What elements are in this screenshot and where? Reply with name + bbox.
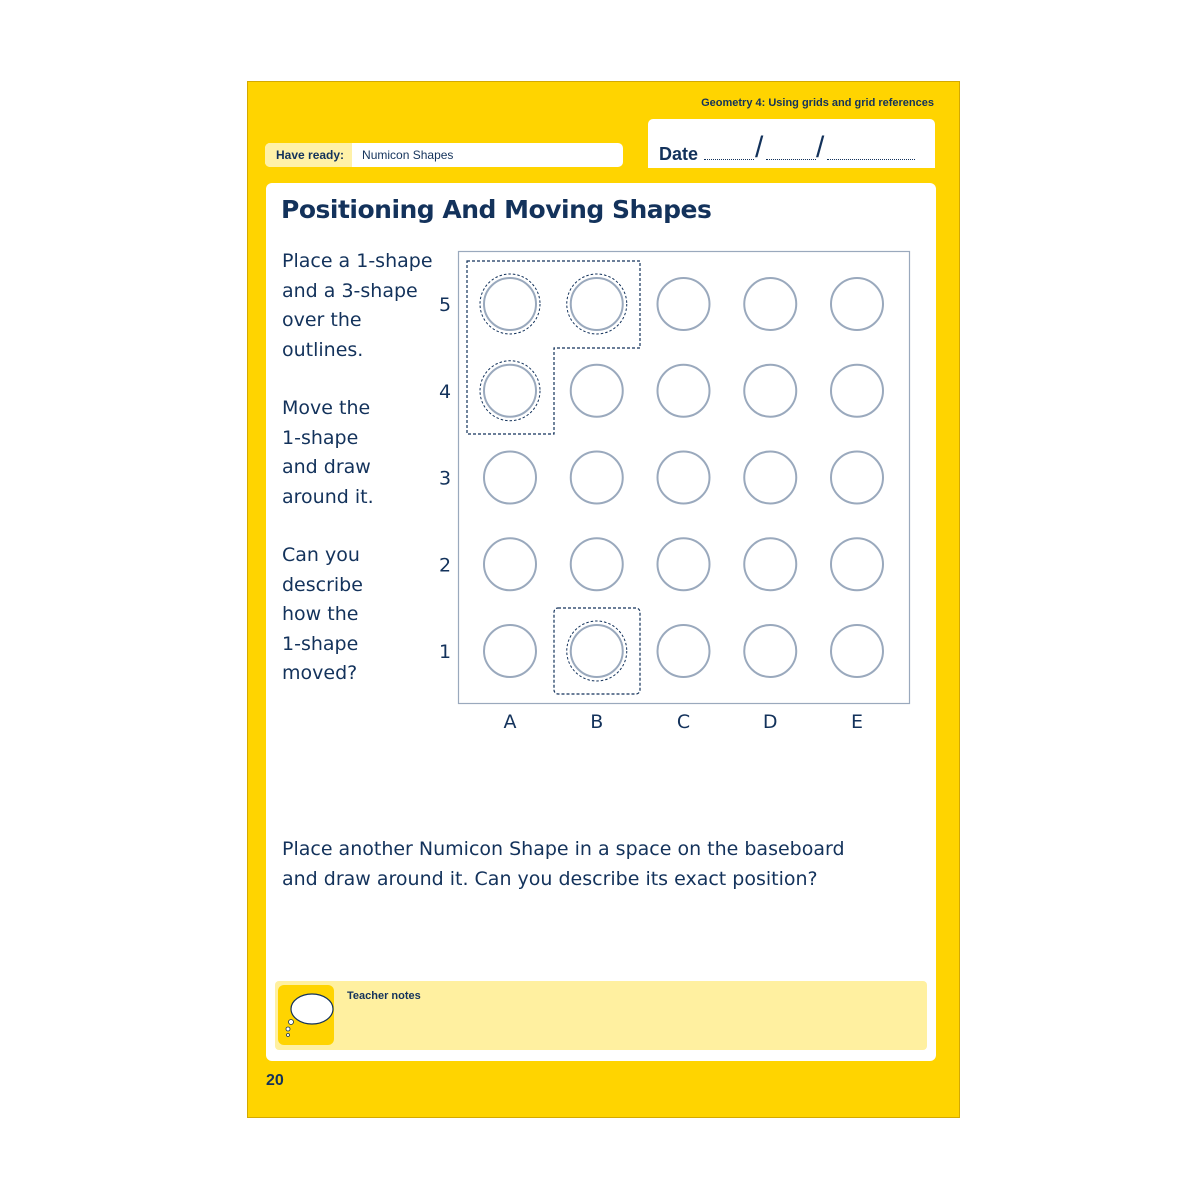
peg-hole-E2 (831, 538, 883, 590)
column-label-D: D (762, 711, 778, 733)
date-month-field[interactable] (766, 159, 816, 160)
page-title: Positioning And Moving Shapes (281, 195, 712, 224)
peg-hole-D1 (744, 625, 796, 677)
peg-hole-A4 (484, 365, 536, 417)
peg-hole-D2 (744, 538, 796, 590)
instruction-line: how the (282, 603, 359, 625)
instruction-line: Can you (282, 544, 360, 566)
column-label-B: B (590, 711, 604, 733)
row-label-3: 3 (438, 467, 452, 490)
peg-hole-D3 (744, 452, 796, 504)
instruction-line: 1-shape (282, 632, 359, 655)
instruction-line: around it. (282, 485, 374, 508)
instruction-line: over the (282, 309, 362, 331)
instruction-line: and a 3-shape (282, 279, 418, 302)
row-label-1: 1 (438, 641, 452, 663)
instruction-line: 1-shape (282, 426, 359, 449)
column-label-C: C (676, 711, 691, 733)
instruction-line: describe (282, 573, 363, 596)
peg-hole-B2 (571, 538, 623, 590)
column-label-E: E (850, 711, 864, 733)
peg-hole-A3 (484, 452, 536, 504)
row-label-2: 2 (438, 554, 452, 577)
instruction-line: and draw around it. Can you describe its exact position? (282, 868, 818, 890)
have-ready-label: Have ready: (265, 143, 352, 167)
date-separator: / (816, 131, 825, 164)
column-label-A: A (503, 711, 517, 733)
activity-panel (266, 183, 936, 1061)
teacher-notes-box (275, 981, 927, 1050)
teacher-notes-label: Teacher notes (347, 990, 421, 1002)
peg-hole-E4 (831, 365, 883, 417)
peg-hole-C2 (658, 538, 710, 590)
have-ready-bar (265, 143, 623, 167)
peg-hole-A5 (484, 278, 536, 330)
peg-hole-B5 (571, 278, 623, 330)
have-ready-value: Numicon Shapes (362, 148, 454, 162)
peg-hole-C4 (658, 365, 710, 417)
date-separator: / (755, 131, 764, 164)
peg-hole-E3 (831, 452, 883, 504)
date-box (648, 119, 935, 168)
peg-hole-E5 (831, 278, 883, 330)
peg-hole-C5 (658, 278, 710, 330)
instruction-line: moved? (282, 662, 358, 684)
thought-bubble-icon (278, 985, 334, 1045)
date-year-field[interactable] (827, 159, 915, 160)
instruction-line: and draw (282, 456, 371, 478)
page-number: 20 (266, 1072, 284, 1089)
peg-hole-D4 (744, 365, 796, 417)
peg-hole-E1 (831, 625, 883, 677)
date-day-field[interactable] (704, 159, 754, 160)
peg-hole-B3 (571, 452, 623, 504)
row-label-4: 4 (438, 380, 452, 403)
peg-hole-C3 (658, 452, 710, 504)
peg-hole-C1 (658, 625, 710, 677)
peg-hole-B1 (571, 625, 623, 677)
worksheet-page (247, 81, 960, 1118)
row-label-5: 5 (438, 294, 452, 316)
instruction-line: outlines. (282, 338, 364, 361)
instruction-line: Place a 1-shape (282, 250, 433, 272)
peg-hole-A2 (484, 538, 536, 590)
baseboard-grid (266, 183, 936, 823)
instruction-line: Place another Numicon Shape in a space on the baseboard (282, 838, 845, 860)
peg-hole-D5 (744, 278, 796, 330)
bottom-instruction (282, 834, 902, 894)
peg-hole-B4 (571, 365, 623, 417)
date-label: Date (659, 144, 699, 164)
instruction-line: Move the (282, 397, 371, 419)
page-subtitle: Geometry 4: Using grids and grid references (701, 97, 934, 109)
peg-hole-A1 (484, 625, 536, 677)
